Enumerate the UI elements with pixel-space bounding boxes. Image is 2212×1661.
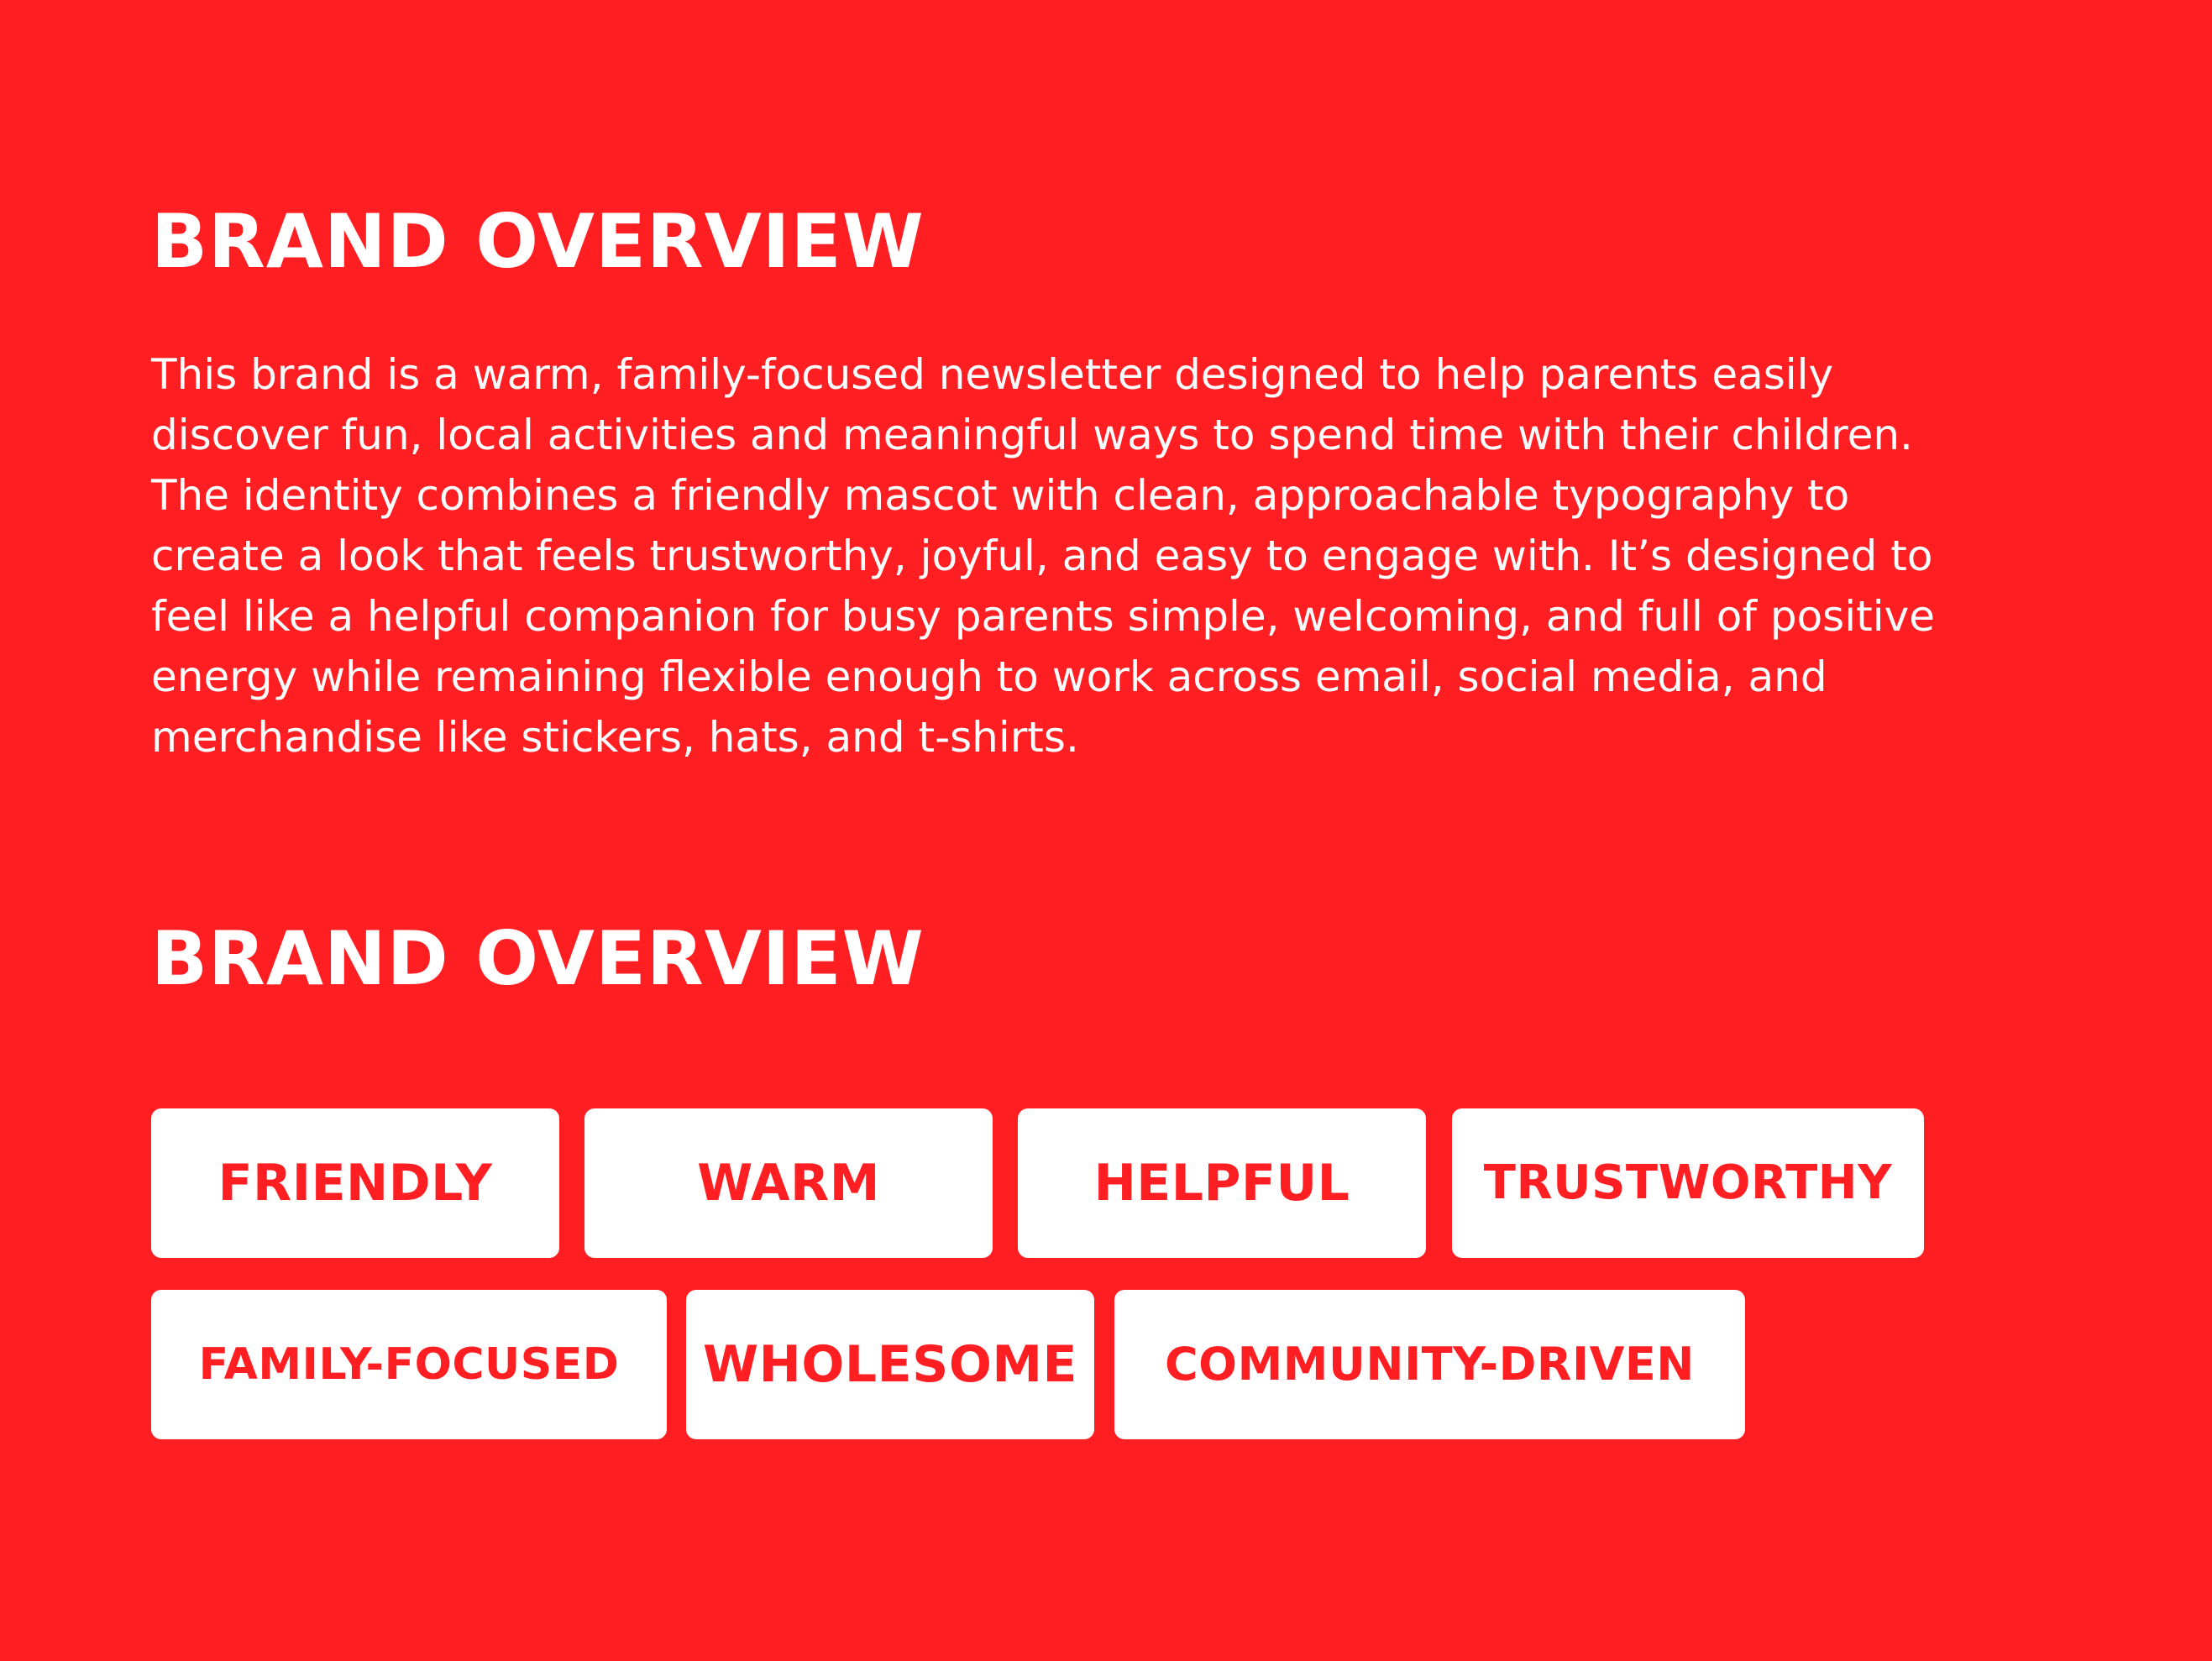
tag-label: FAMILY-FOCUSED: [198, 1339, 620, 1390]
tag-wholesome: [686, 1290, 1094, 1439]
tag-label: WARM: [697, 1154, 880, 1213]
tag-trustworthy: [1452, 1108, 1924, 1258]
tag-warm: [584, 1108, 993, 1258]
brand-overview-heading: BRAND OVERVIEW: [151, 198, 925, 285]
tag-label: FRIENDLY: [218, 1154, 493, 1213]
tag-label: HELPFUL: [1093, 1154, 1350, 1213]
tag-label: TRUSTWORTHY: [1483, 1155, 1893, 1210]
tag-family-focused: [151, 1290, 667, 1439]
tag-helpful: [1018, 1108, 1426, 1258]
tag-label: WHOLESOME: [702, 1335, 1078, 1394]
tag-friendly: [151, 1108, 559, 1258]
tag-label: COMMUNITY-DRIVEN: [1165, 1338, 1695, 1391]
brand-attributes-heading: BRAND OVERVIEW: [151, 915, 925, 1002]
tag-community-driven: [1114, 1290, 1745, 1439]
brand-overview-description: This brand is a warm, family-focused newsletter designed to help parents easily discover fun, local activities and meaningful ways to spend time with their children. The identity combines a friendly mascot with clean, approachable typography to create a look that feels trustworthy, joyful, and easy to engage with. It’s designed to feel like a helpful companion for busy parents simple, welcoming, and full of positive energy while remaining flexible enough to work across email, social media, and merchandise like stickers, hats, and t-shirts.: [151, 350, 1935, 762]
